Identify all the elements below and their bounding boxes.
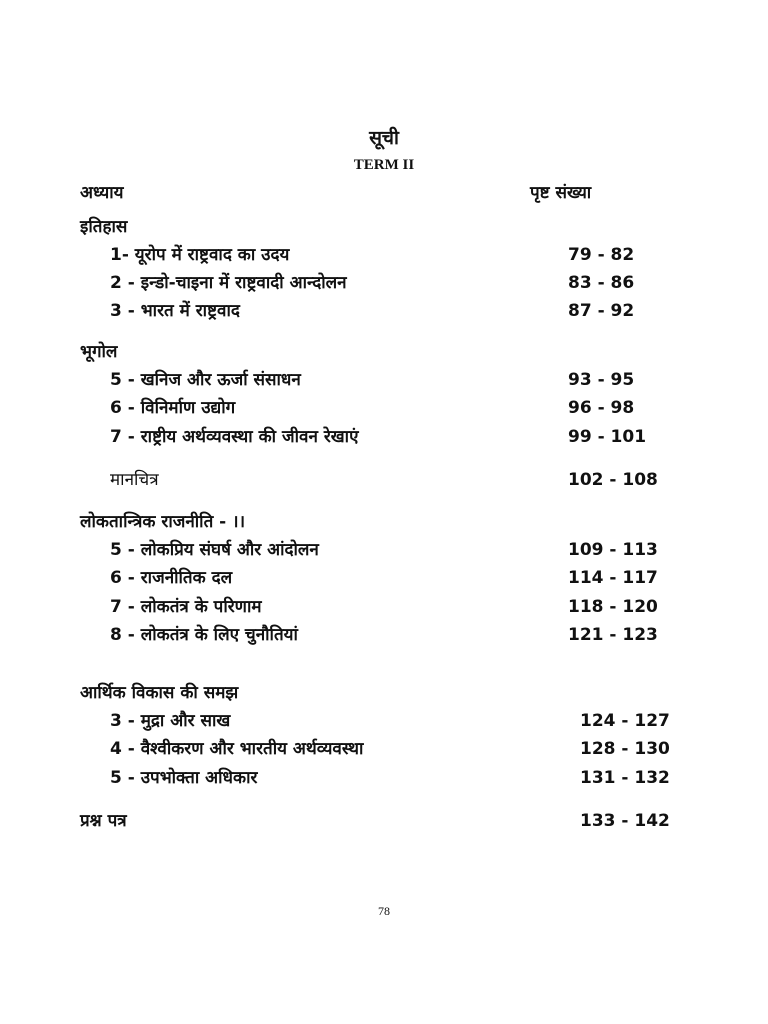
toc-entry xyxy=(0,765,768,791)
entry-pages: 93 - 95 xyxy=(568,370,635,390)
section-title: लोकतान्त्रिक राजनीति - ।। xyxy=(80,512,246,532)
entry-title: मानचित्र xyxy=(110,470,159,490)
entry-pages: 87 - 92 xyxy=(568,301,635,321)
entry-pages: 83 - 86 xyxy=(568,273,635,293)
entry-title: 3 - मुद्रा और साख xyxy=(110,711,231,731)
section-title: आर्थिक विकास की समझ xyxy=(80,683,239,703)
entry-pages: 131 - 132 xyxy=(580,768,670,788)
entry-title: 3 - भारत में राष्ट्रवाद xyxy=(110,301,240,321)
toc-entry xyxy=(0,594,768,620)
entry-title: 7 - लोकतंत्र के परिणाम xyxy=(110,597,262,617)
section-geography xyxy=(0,339,768,365)
column-header-row xyxy=(0,180,768,206)
toc-entry xyxy=(0,242,768,268)
toc-entry xyxy=(0,708,768,734)
page-title: सूची xyxy=(369,127,399,149)
entry-title: 1- यूरोप में राष्ट्रवाद का उदय xyxy=(110,245,290,265)
entry-pages: 128 - 130 xyxy=(580,739,670,759)
chapter-column-header: अध्याय xyxy=(80,183,124,203)
term-label: TERM II xyxy=(353,157,415,173)
entry-pages: 102 - 108 xyxy=(568,470,658,490)
section-democratic-politics xyxy=(0,509,768,535)
toc-entry xyxy=(0,622,768,648)
entry-pages: 79 - 82 xyxy=(568,245,635,265)
toc-entry xyxy=(0,298,768,324)
section-title: भूगोल xyxy=(80,342,118,362)
toc-entry xyxy=(0,467,768,493)
toc-entry xyxy=(0,270,768,296)
entry-title: 2 - इन्डो-चाइना में राष्ट्रवादी आन्दोलन xyxy=(110,273,347,293)
entry-pages: 96 - 98 xyxy=(568,398,635,418)
section-economics xyxy=(0,680,768,706)
entry-title: 6 - विनिर्माण उद्योग xyxy=(110,398,236,418)
toc-entry xyxy=(0,367,768,393)
entry-pages: 118 - 120 xyxy=(568,597,658,617)
entry-title: 8 - लोकतंत्र के लिए चुनौतियां xyxy=(110,625,298,645)
page-number: 78 xyxy=(378,904,390,918)
entry-pages: 121 - 123 xyxy=(568,625,658,645)
entry-title: 5 - उपभोक्ता अधिकार xyxy=(110,768,258,788)
entry-pages: 133 - 142 xyxy=(580,811,670,831)
entry-title: 7 - राष्ट्रीय अर्थव्यवस्था की जीवन रेखाएं xyxy=(110,427,359,447)
toc-entry xyxy=(0,736,768,762)
toc-entry xyxy=(0,395,768,421)
entry-pages: 99 - 101 xyxy=(568,427,647,447)
entry-title: 6 - राजनीतिक दल xyxy=(110,568,233,588)
pages-column-header: पृष्ट संख्या xyxy=(530,183,592,203)
toc-entry xyxy=(0,424,768,450)
toc-entry xyxy=(0,565,768,591)
toc-entry xyxy=(0,537,768,563)
entry-title: 4 - वैश्वीकरण और भारतीय अर्थव्यवस्था xyxy=(110,739,364,759)
section-question-paper xyxy=(0,808,768,834)
section-history xyxy=(0,214,768,240)
entry-title: 5 - खनिज और ऊर्जा संसाधन xyxy=(110,370,301,390)
section-title: प्रश्न पत्र xyxy=(80,811,127,831)
entry-pages: 109 - 113 xyxy=(568,540,658,560)
entry-pages: 114 - 117 xyxy=(568,568,658,588)
entry-title: 5 - लोकप्रिय संघर्ष और आंदोलन xyxy=(110,540,319,560)
entry-pages: 124 - 127 xyxy=(580,711,670,731)
section-title: इतिहास xyxy=(80,217,128,237)
